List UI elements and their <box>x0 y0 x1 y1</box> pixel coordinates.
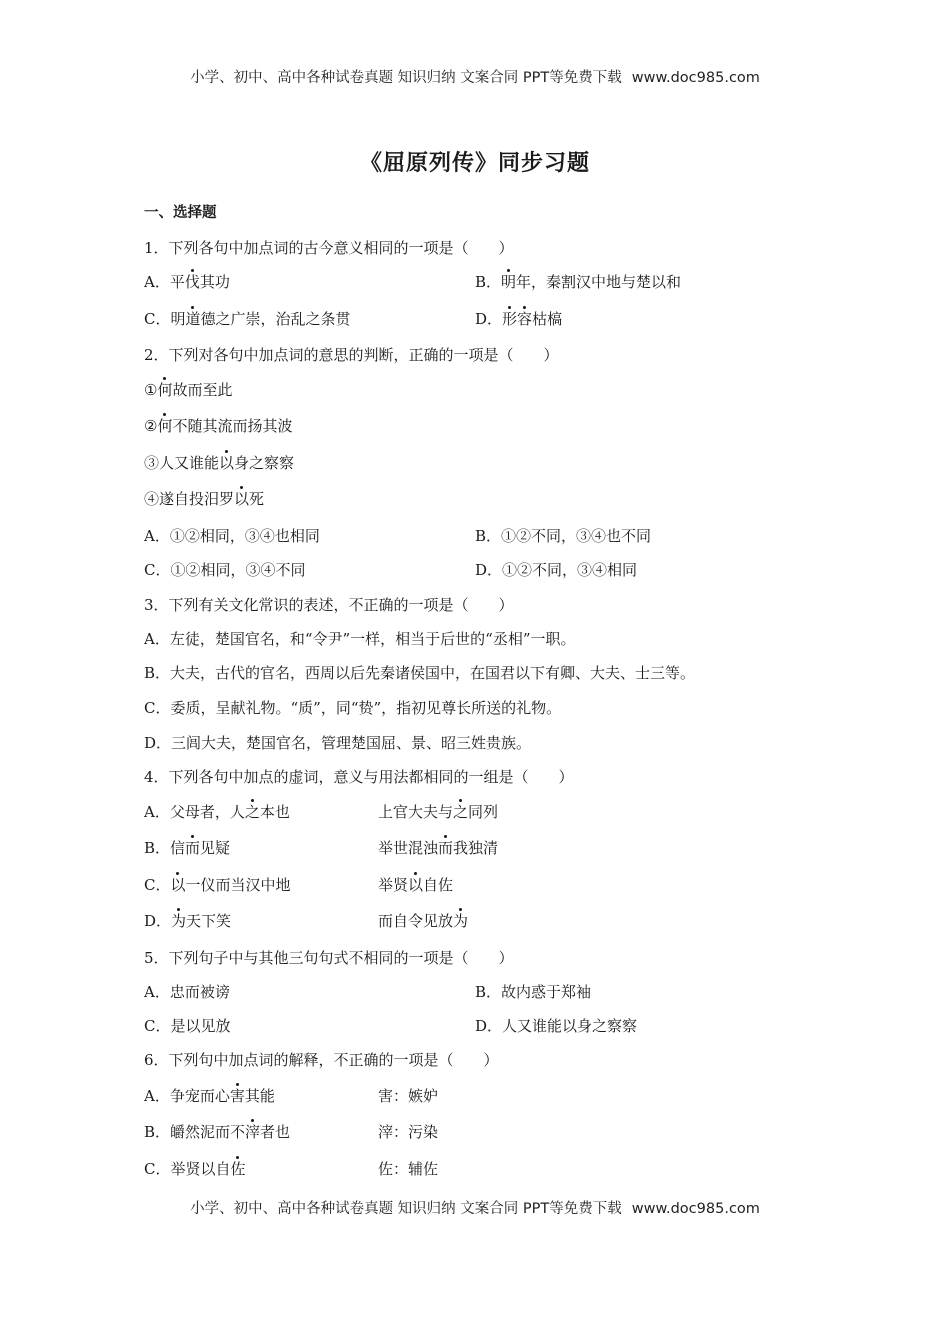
dotted-char: 以 <box>219 454 235 472</box>
question-1-stem: 1．下列各句中加点词的古今意义相同的一项是（ ） <box>144 239 514 257</box>
dotted-char: 之 <box>453 803 469 821</box>
dotted-char: 明 <box>501 273 517 291</box>
q5-option-c: C．是以见放 <box>144 1017 231 1035</box>
dotted-char: 何 <box>157 417 173 435</box>
q5-option-a: A．忠而被谤 <box>144 983 230 1001</box>
q5-option-d: D．人又谁能以身之察察 <box>475 1017 638 1035</box>
question-5-stem: 5．下列句子中与其他三句句式不相同的一项是（ ） <box>144 949 514 967</box>
section-heading: 一、选择题 <box>144 205 217 221</box>
header-url[interactable]: www.doc985.com <box>631 70 760 86</box>
q2-option-b: B．①②不同，③④也不同 <box>475 527 652 545</box>
dotted-char: 以 <box>408 876 424 894</box>
dotted-char: 形 <box>502 310 518 328</box>
q2-option-d: D．①②不同，③④相同 <box>475 561 638 579</box>
q3-option-c: C．委质，呈献礼物。“质”，同“贽”，指初见尊长所送的礼物。 <box>144 699 562 717</box>
q6-option-c-gloss: 佐：辅佐 <box>378 1160 439 1178</box>
q6-option-a: A．争宠而心害其能 <box>144 1087 275 1105</box>
dotted-char: 害 <box>229 1087 245 1105</box>
dotted-char: 滓 <box>245 1123 261 1141</box>
q4-option-b-left: B．信而见疑 <box>144 839 231 857</box>
q1-option-b: B．明年，秦割汉中地与楚以和 <box>475 273 682 291</box>
q3-option-d: D．三闾大夫，楚国官名，管理楚国屈、景、昭三姓贵族。 <box>144 734 532 752</box>
dotted-char: 伐 <box>184 273 200 291</box>
q4-option-c-right: 举贤以自佐 <box>378 876 454 894</box>
q2-option-c: C．①②相同，③④不同 <box>144 561 306 579</box>
q4-option-a-right: 上官大夫与之同列 <box>378 803 499 821</box>
dotted-char: 而 <box>185 839 201 857</box>
dotted-char: 为 <box>171 912 187 930</box>
question-6-stem: 6．下列句中加点词的解释，不正确的一项是（ ） <box>144 1051 499 1069</box>
header-text: 小学、初中、高中各种试卷真题 知识归纳 文案合同 PPT等免费下载 <box>190 70 622 86</box>
footer-text: 小学、初中、高中各种试卷真题 知识归纳 文案合同 PPT等免费下载 <box>190 1201 622 1217</box>
q6-option-b: B．皭然泥而不滓者也 <box>144 1123 291 1141</box>
q6-option-a-gloss: 害：嫉妒 <box>378 1087 439 1105</box>
q4-option-c-left: C．以一仪而当汉中地 <box>144 876 291 894</box>
dotted-char: 以 <box>234 490 250 508</box>
q5-option-b: B．故内惑于郑袖 <box>475 983 592 1001</box>
q2-sentence-1: ①何故而至此 <box>144 381 233 399</box>
page-title: 《屈原列传》同步习题 <box>359 151 590 176</box>
q2-sentence-3: ③人又谁能以身之察察 <box>144 454 295 472</box>
footer-url[interactable]: www.doc985.com <box>631 1201 760 1217</box>
q2-sentence-2: ②何不随其流而扬其波 <box>144 417 293 435</box>
dotted-char: 道 <box>185 310 201 328</box>
q4-option-d-right: 而自令见放为 <box>378 912 469 930</box>
q4-option-b-right: 举世混浊而我独清 <box>378 839 499 857</box>
q6-option-b-gloss: 滓：污染 <box>378 1123 439 1141</box>
dotted-char: 佐 <box>230 1160 246 1178</box>
dotted-char: 之 <box>244 803 260 821</box>
q4-option-a-left: A．父母者，人之本也 <box>144 803 290 821</box>
dotted-char: 容 <box>517 310 533 328</box>
question-4-stem: 4．下列各句中加点的虚词，意义与用法都相同的一组是（ ） <box>144 768 574 786</box>
dotted-char: 何 <box>157 381 173 399</box>
q3-option-a: A．左徒，楚国官名，和“令尹”一样，相当于后世的“丞相”一职。 <box>144 630 576 648</box>
q6-option-c: C．举贤以自佐 <box>144 1160 246 1178</box>
q1-option-a: A．平伐其功 <box>144 273 230 291</box>
page-header <box>0 66 950 87</box>
q2-option-a: A．①②相同，③④也相同 <box>144 527 320 545</box>
dotted-char: 而 <box>438 839 454 857</box>
q1-option-c: C．明道德之广崇，治乱之条贯 <box>144 310 351 328</box>
dotted-char: 以 <box>170 876 186 894</box>
q3-option-b: B．大夫，古代的官名，西周以后先秦诸侯国中，在国君以下有卿、大夫、士三等。 <box>144 664 696 682</box>
q4-option-d-left: D．为天下笑 <box>144 912 232 930</box>
dotted-char: 为 <box>453 912 469 930</box>
page-footer <box>0 1197 950 1218</box>
question-3-stem: 3．下列有关文化常识的表述，不正确的一项是（ ） <box>144 596 514 614</box>
question-2-stem: 2．下列对各句中加点词的意思的判断，正确的一项是（ ） <box>144 346 559 364</box>
q1-option-d: D．形容枯槁 <box>475 310 563 328</box>
q2-sentence-4: ④遂自投汨罗以死 <box>144 490 265 508</box>
